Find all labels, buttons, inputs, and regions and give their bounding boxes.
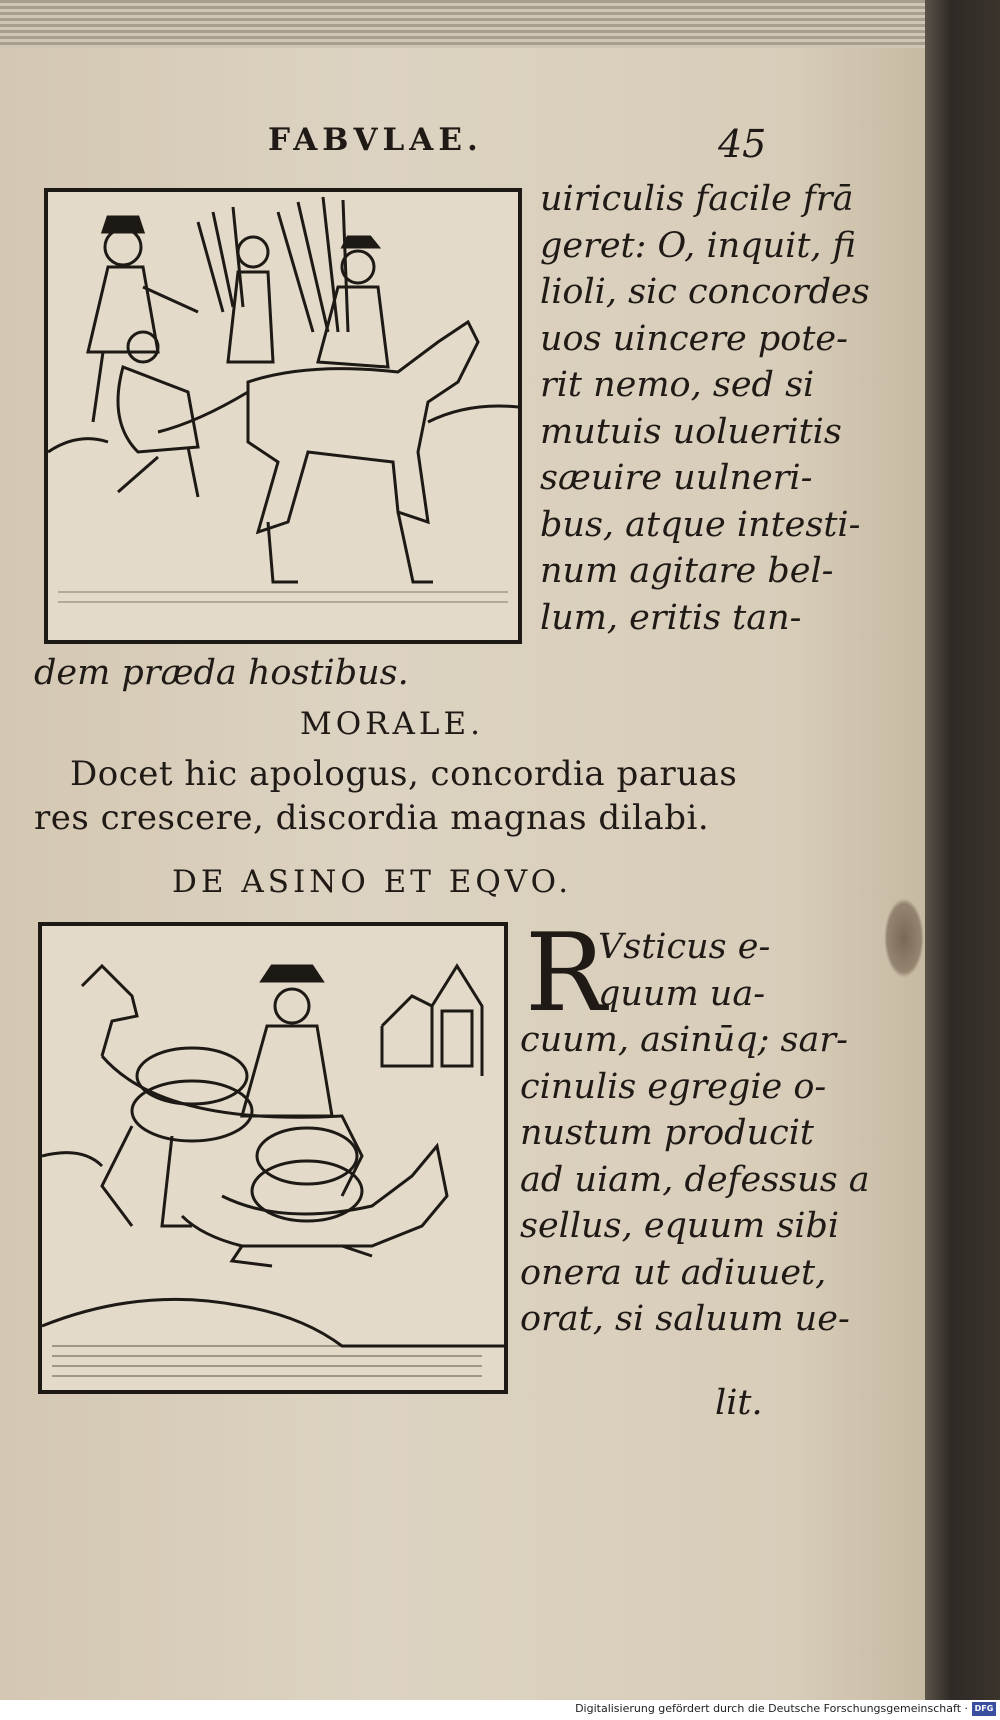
column-1-line: lum, eritis tan- <box>540 597 802 638</box>
woodcut-sons-and-sticks <box>44 188 522 644</box>
column-1-line: rit nemo, sed si <box>540 365 815 405</box>
column-1-line: bus, atque intesti- <box>540 504 861 545</box>
dfg-logo: DFG <box>972 1702 996 1716</box>
woodcut-ass-and-horse <box>38 922 508 1394</box>
text-column-2 <box>520 924 870 1343</box>
fable-heading: DE ASINO ET EQVO. <box>172 864 573 900</box>
woodcut-2-drawing <box>42 926 504 1390</box>
text-column-1 <box>540 176 870 641</box>
moral-heading: MORALE. <box>300 706 484 742</box>
drop-cap: R <box>525 911 607 1036</box>
woodcut-1-drawing <box>48 192 518 640</box>
column-1-line: mutuis uolueritis <box>540 411 842 452</box>
moral-line: res crescere, discordia magnas dilabi. <box>34 798 710 838</box>
column-2-line: orat, si saluum ue- <box>520 1299 850 1339</box>
column-2-line: nustum producit <box>520 1113 814 1153</box>
column-2-line: cinulis egregie o- <box>520 1066 827 1107</box>
running-head: FABVLAE. <box>268 122 483 158</box>
column-1-line: uiriculis facile frā <box>540 179 854 219</box>
page-number: 45 <box>718 122 767 166</box>
column-2-line: Vsticus e- <box>598 927 771 967</box>
book-binding-edge <box>925 0 1000 1700</box>
column-2-tail: lit. <box>715 1383 763 1423</box>
footer-credit: Digitalisierung gefördert durch die Deutsche Forschungsgemeinschaft · <box>575 1702 968 1715</box>
column-1-line: num agitare bel- <box>540 551 834 591</box>
column-1-tail: dem præda hostibus. <box>34 653 409 693</box>
column-1-line: sæuire uulneri- <box>540 458 813 498</box>
moral-line: Docet hic apologus, concordia paruas <box>70 754 738 794</box>
column-2-line: quum ua- <box>598 973 766 1014</box>
column-1-line: uos uincere pote- <box>540 318 848 359</box>
column-2-line: ad uiam, defessus a <box>520 1159 870 1200</box>
column-2-line: cuum, asinūq; sar- <box>520 1020 848 1060</box>
column-1-line: geret: O, inquit, fi <box>540 225 856 266</box>
column-1-line: lioli, sic concordes <box>540 272 870 312</box>
paper-stain <box>884 898 924 978</box>
column-2-line: onera ut adiuuet, <box>520 1252 827 1293</box>
column-2-line: sellus, equum sibi <box>520 1206 840 1246</box>
book-top-edge <box>0 0 930 52</box>
